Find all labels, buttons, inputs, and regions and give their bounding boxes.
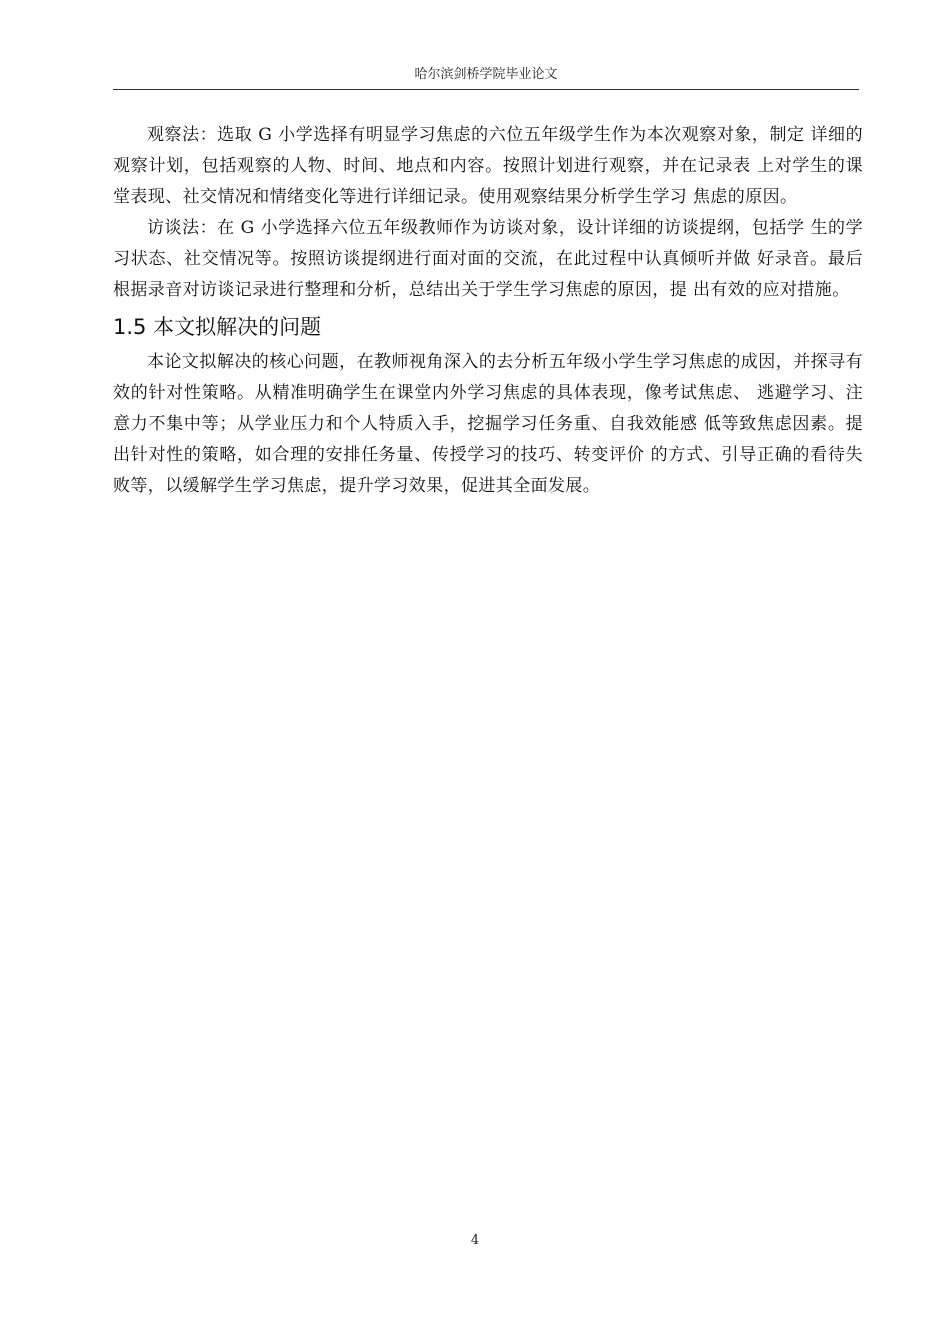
paragraph-observation-method: 观察法：选取 G 小学选择有明显学习焦虑的六位五年级学生作为本次观察对象，制定 详细的观察计划，包括观察的人物、时间、地点和内容。按照计划进行观察，并在记录表 上对学生的课堂表现、社交情况和情绪变化等进行详细记录。使用观察结果分析学生学习 焦虑的原因。 <box>113 125 863 207</box>
section-heading: 1.5 本文拟解决的问题 <box>113 315 322 339</box>
paragraph-interview-method: 访谈法：在 G 小学选择六位五年级教师作为访谈对象，设计详细的访谈提纲，包括学 生的学习状态、社交情况等。按照访谈提纲进行面对面的交流，在此过程中认真倾听并做 好录音。最后根据录音对访谈记录进行整理和分析，总结出关于学生学习焦虑的原因，提 出有效的应对措施。 <box>113 218 863 300</box>
document-body <box>113 120 863 502</box>
page-number: 4 <box>470 1233 480 1248</box>
header-rule <box>113 89 859 90</box>
running-header: 哈尔滨剑桥学院毕业论文 <box>414 67 558 82</box>
paragraph-problem-statement: 本论文拟解决的核心问题，在教师视角深入的去分析五年级小学生学习焦虑的成因，并探寻有效的针对性策略。从精准明确学生在课堂内外学习焦虑的具体表现，像考试焦虑、 逃避学习、注意力不集中等；从学业压力和个人特质入手，挖掘学习任务重、自我效能感 低等致焦虑因素。提出针对性的策略，如合理的安排任务量、传授学习的技巧、转变评价 的方式、引导正确的看待失败等，以缓解学生学习焦虑，提升学习效果，促进其全面发展。 <box>113 352 863 496</box>
